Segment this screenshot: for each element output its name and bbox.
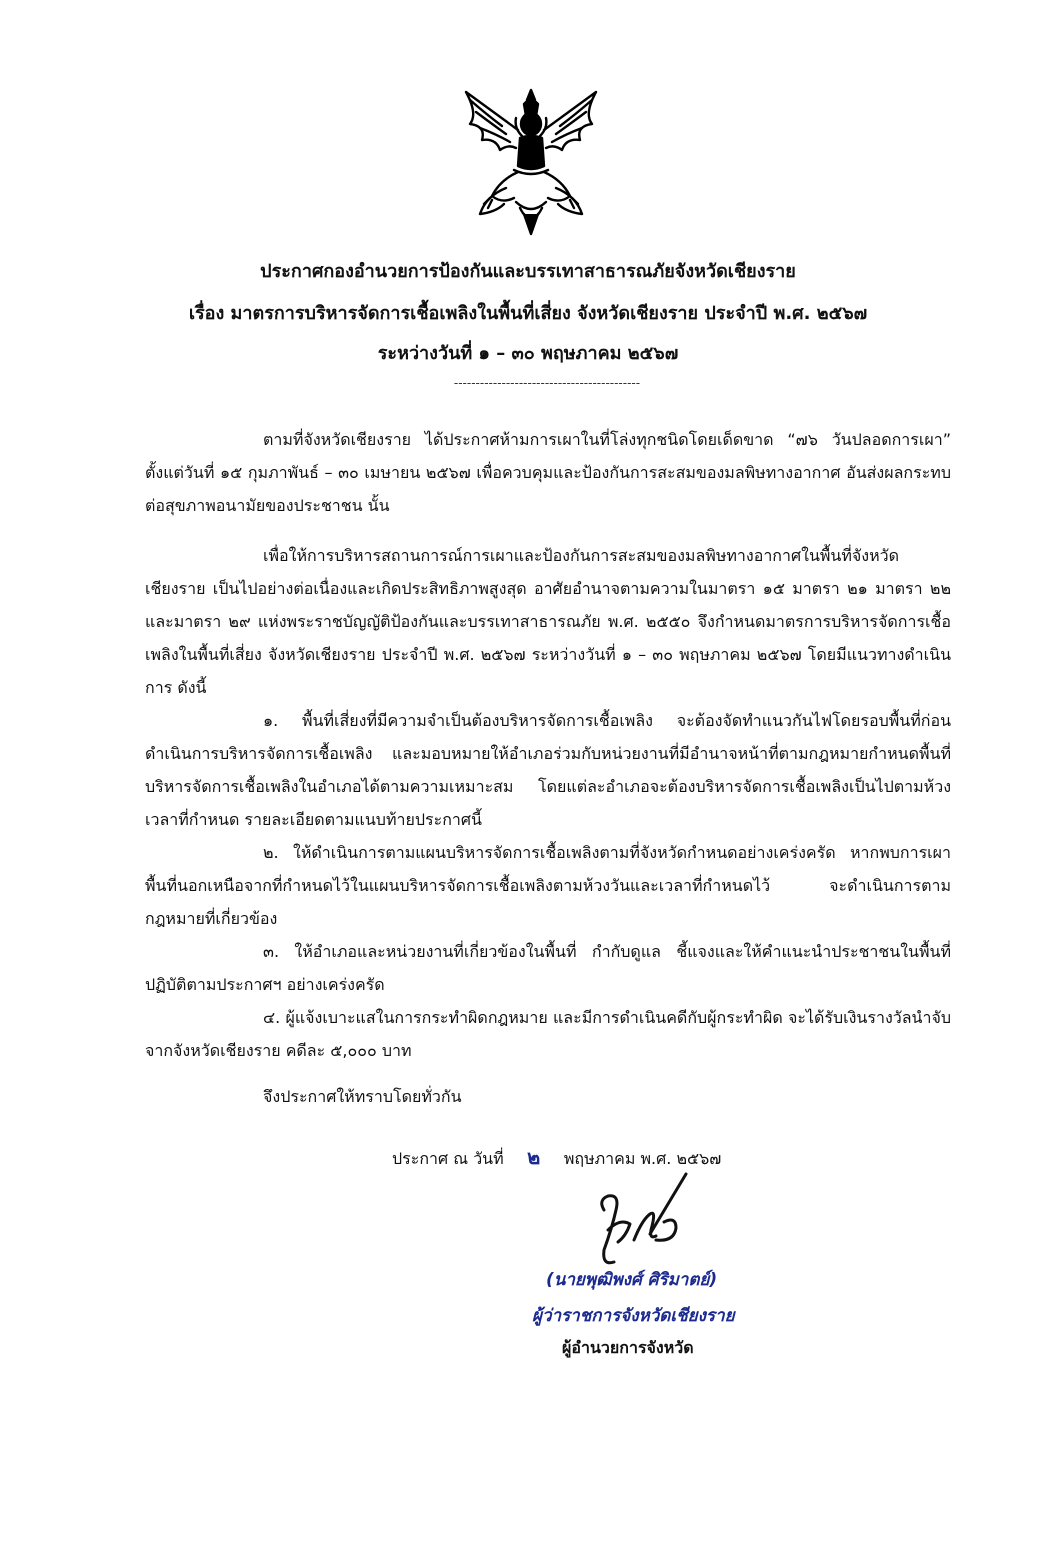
date-suffix: พฤษภาคม พ.ศ. ๒๕๖๗: [563, 1149, 722, 1168]
closing-statement: จึงประกาศให้ทราบโดยทั่วกัน: [263, 1087, 462, 1106]
announcement-subject: เรื่อง มาตรการบริหารจัดการเชื้อเพลิงในพื้นที่เสี่ยง จังหวัดเชียงราย ประจำปี พ.ศ. ๒๕๖๗: [188, 303, 868, 324]
paragraph-authority: เพื่อให้การบริหารสถานการณ์การเผาและป้องกันการสะสมของมลพิษทางอากาศในพื้นที่จังหวัดเชียงราย เป็นไปอย่างต่อเนื่องและเกิดประสิทธิภาพสูงสุด อาศัยอำนาจตามความในมาตรา ๑๕ มาตรา ๒๑ มาตรา ๒๒ และมาตรา ๒๙ แห่งพระราชบัญญัติป้องกันและบรรเทาสาธารณภัย พ.ศ. ๒๕๕๐ จึงกำหนดมาตรการบริหารจัดการเชื้อเพลิงในพื้นที่เสี่ยง จังหวัดเชียงราย ประจำปี พ.ศ. ๒๕๖๗ ระหว่างวันที่ ๑ – ๓๐ พฤษภาคม ๒๕๖๗ โดยมีแนวทางดำเนินการ ดังนี้: [145, 546, 952, 697]
paragraph-background: ตามที่จังหวัดเชียงราย ได้ประกาศห้ามการเผาในที่โล่งทุกชนิดโดยเด็ดขาด “๗๖ วันปลอดการเผา” ตั้งแต่วันที่ ๑๕ กุมภาพันธ์ – ๓๐ เมษายน ๒๕๖๗ เพื่อควบคุมและป้องกันการสะสมของมลพิษทางอากาศ อันส่งผลกระทบต่อสุขภาพอนามัยของประชาชน นั้น: [145, 430, 951, 515]
announcement-date: [392, 1143, 721, 1173]
announcement-period: ระหว่างวันที่ ๑ – ๓๐ พฤษภาคม ๒๕๖๗: [377, 343, 679, 364]
garuda-emblem-icon: [456, 84, 606, 242]
signatory-role: ผู้อำนวยการจังหวัด: [562, 1338, 694, 1357]
measure-item-2: ๒. ให้ดำเนินการตามแผนบริหารจัดการเชื้อเพลิงตามที่จังหวัดกำหนดอย่างเคร่งครัด หากพบการเผาพื้นที่นอกเหนือจากที่กำหนดไว้ในแผนบริหารจัดการเชื้อเพลิงตามห้วงวันและเวลาที่กำหนดไว้ จะดำเนินการตามกฎหมายที่เกี่ยวข้อง: [145, 843, 951, 928]
measure-item-4: ๔. ผู้แจ้งเบาะแสในการกระทำผิดกฎหมาย และมีการดำเนินคดีกับผู้กระทำผิด จะได้รับเงินรางวัลนำจับจากจังหวัดเชียงราย คดีละ ๕,๐๐๐ บาท: [145, 1008, 951, 1060]
date-day-handwritten: ๒: [527, 1145, 541, 1169]
divider-line: -------------------------------------------: [453, 376, 641, 390]
measure-item-1: ๑. พื้นที่เสี่ยงที่มีความจำเป็นต้องบริหารจัดการเชื้อเพลิง จะต้องจัดทำแนวกันไฟโดยรอบพื้นที่ก่อนดำเนินการบริหารจัดการเชื้อเพลิง และมอบหมายให้อำเภอร่วมกับหน่วยงานที่มีอำนาจหน้าที่ตามกฎหมายกำหนดพื้นที่บริหารจัดการเชื้อเพลิงในอำเภอได้ตามความเหมาะสม โดยแต่ละอำเภอจะต้องบริหารจัดการเชื้อเพลิงเป็นไปตามห้วงเวลาที่กำหนด รายละเอียดตามแนบท้ายประกาศนี้: [145, 711, 951, 829]
announcement-issuer: ประกาศกองอำนวยการป้องกันและบรรเทาสาธารณภัยจังหวัดเชียงราย: [260, 261, 796, 282]
signatory-title: ผู้ว่าราชการจังหวัดเชียงราย: [532, 1306, 735, 1326]
measure-item-3: ๓. ให้อำเภอและหน่วยงานที่เกี่ยวข้องในพื้นที่ กำกับดูแล ชี้แจงและให้คำแนะนำประชาชนในพื้นที่ปฏิบัติตามประกาศฯ อย่างเคร่งครัด: [145, 942, 951, 994]
signatory-name: (นายพุฒิพงศ์ ศิริมาตย์): [546, 1270, 718, 1290]
paragraph-measures: [145, 539, 951, 1067]
date-prefix: ประกาศ ณ วันที่: [392, 1149, 504, 1168]
signature-icon: [590, 1170, 700, 1274]
